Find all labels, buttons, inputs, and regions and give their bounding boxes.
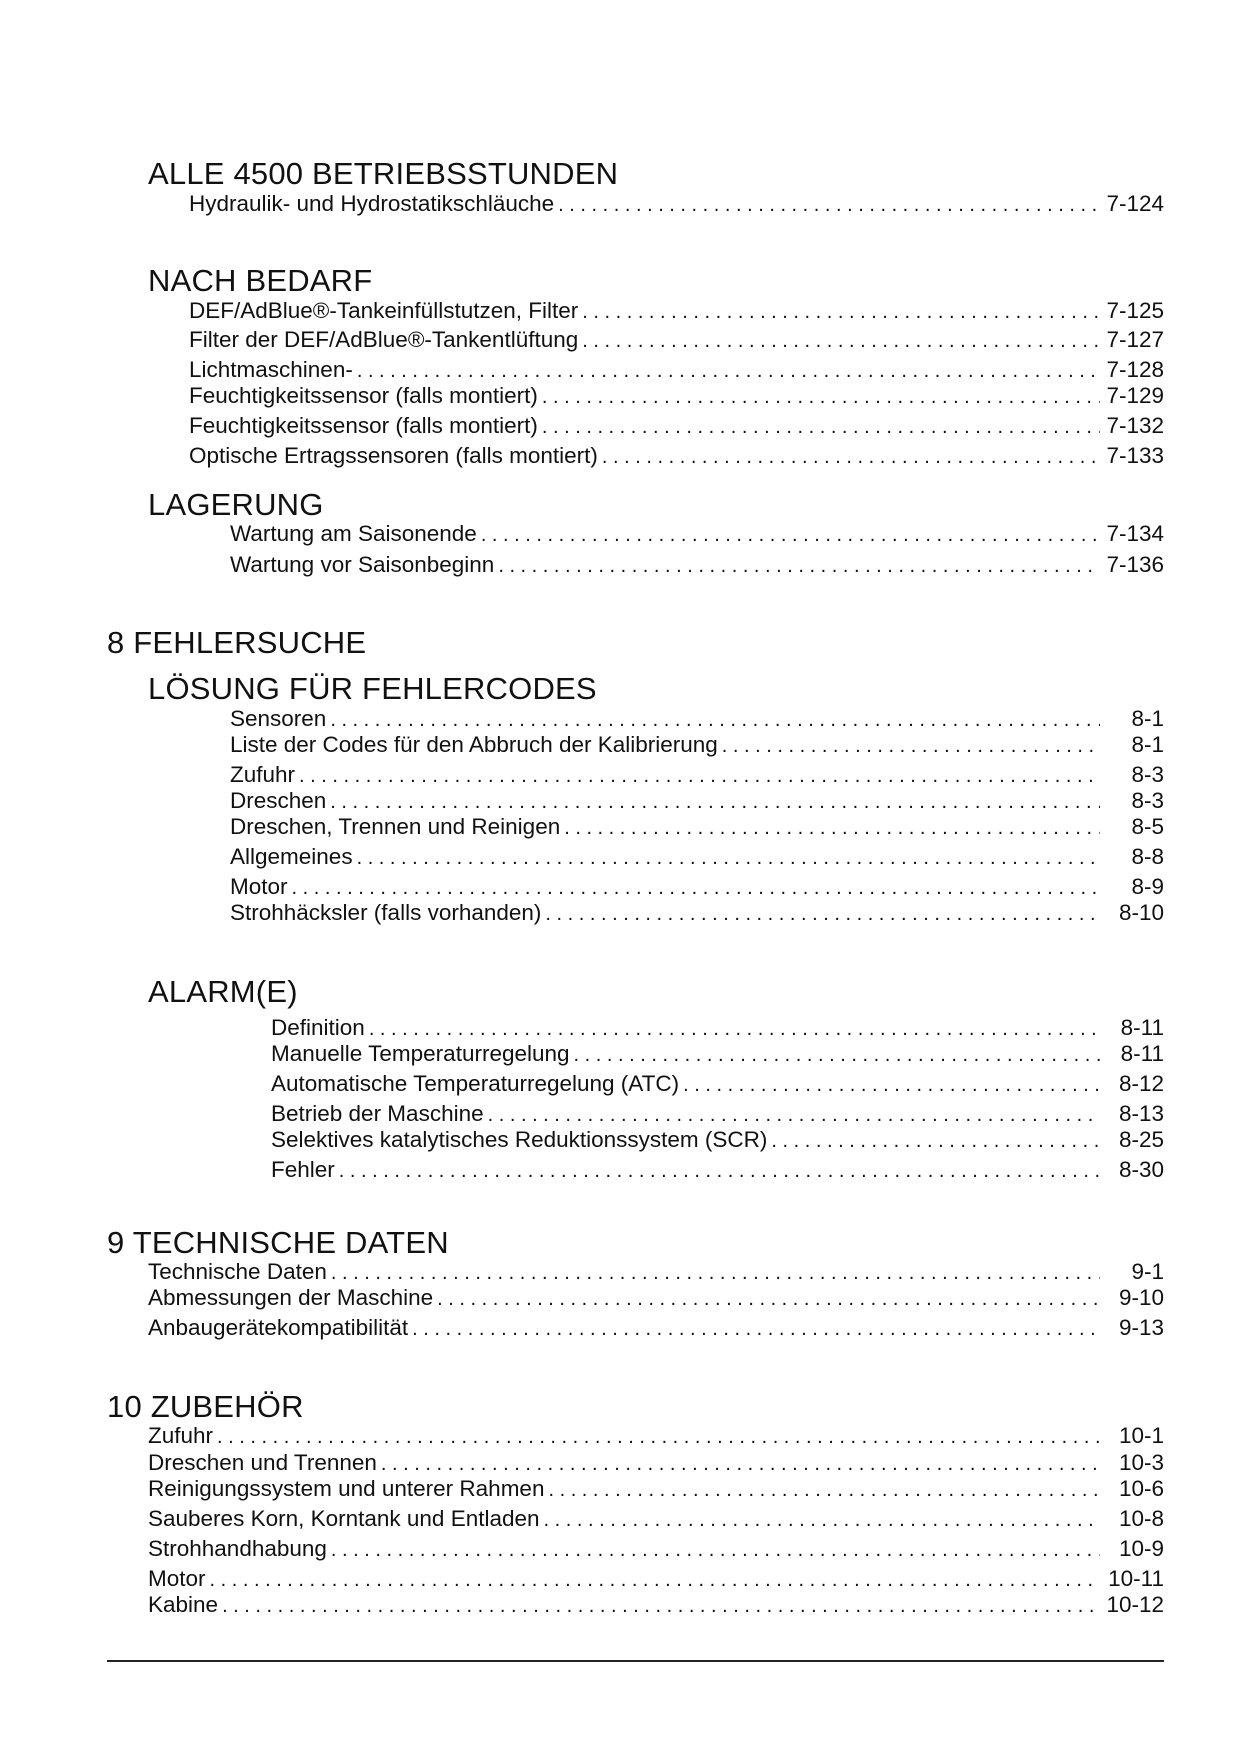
toc-entry-text: Dreschen, Trennen und Reinigen xyxy=(230,814,561,839)
toc-entry-text: Automatische Temperaturregelung (ATC) xyxy=(271,1071,680,1096)
toc-entry[interactable] xyxy=(148,1285,1164,1311)
toc-entry-text: Feuchtigkeitssensor (falls montiert) xyxy=(189,383,538,408)
toc-entry[interactable] xyxy=(148,1423,1164,1449)
toc-entry-page: 7-127 xyxy=(1106,327,1164,352)
section-heading-nach-bedarf: NACH BEDARF xyxy=(148,263,373,298)
toc-entry-text: Dreschen xyxy=(230,788,327,813)
dot-leader xyxy=(330,707,1100,733)
toc-entry-text: Dreschen und Trennen xyxy=(148,1450,377,1475)
toc-entry-page: 8-3 xyxy=(1131,762,1164,787)
toc-entry-page: 7-133 xyxy=(1106,443,1164,468)
toc-entry-page: 7-128 xyxy=(1106,357,1164,382)
toc-entry-page: 7-132 xyxy=(1106,413,1164,438)
dot-leader xyxy=(542,414,1100,440)
toc-entry-page: 7-129 xyxy=(1106,383,1164,408)
toc-entry-text: Motor xyxy=(148,1566,206,1591)
toc-entry-text: Zufuhr xyxy=(230,762,296,787)
dot-leader xyxy=(564,815,1100,841)
toc-entry-page: 8-13 xyxy=(1118,1101,1164,1126)
toc-entry-text: Fehler xyxy=(271,1157,335,1182)
toc-entry-page: 10-1 xyxy=(1118,1423,1164,1448)
toc-entry[interactable] xyxy=(230,900,1164,926)
toc-entry-text: Allgemeines xyxy=(230,844,353,869)
dot-leader xyxy=(481,522,1100,548)
toc-entry-page: 8-25 xyxy=(1118,1127,1164,1152)
section-heading-loesung: LÖSUNG FÜR FEHLERCODES xyxy=(148,671,597,706)
toc-entry-text: Anbaugerätekompatibilität xyxy=(148,1315,409,1340)
toc-entry[interactable] xyxy=(230,706,1164,732)
toc-entry[interactable] xyxy=(230,814,1164,840)
toc-entry-text: Definition xyxy=(271,1015,365,1040)
dot-leader xyxy=(412,1316,1100,1342)
toc-entry-page: 7-136 xyxy=(1106,552,1164,577)
dot-leader xyxy=(574,1042,1100,1068)
dot-leader xyxy=(381,1451,1100,1477)
toc-entry-text: Hydraulik- und Hydrostatikschläuche xyxy=(189,191,555,216)
toc-entry-text: Sensoren xyxy=(230,706,327,731)
toc-entry[interactable] xyxy=(148,1506,1164,1532)
toc-entry-text: Sauberes Korn, Korntank und Entladen xyxy=(148,1506,540,1531)
toc-entry-text: Feuchtigkeitssensor (falls montiert) xyxy=(189,413,538,438)
toc-entry[interactable] xyxy=(148,1476,1164,1502)
section-heading-alarm: ALARM(E) xyxy=(148,974,298,1009)
toc-entry[interactable] xyxy=(271,1127,1164,1153)
footer-divider xyxy=(107,1660,1164,1662)
toc-entry-page: 7-134 xyxy=(1106,521,1164,546)
dot-leader xyxy=(330,789,1100,815)
toc-entry[interactable] xyxy=(148,1450,1164,1476)
toc-entry-page: 8-1 xyxy=(1131,706,1164,731)
toc-entry-page: 7-124 xyxy=(1106,191,1164,216)
toc-entry[interactable] xyxy=(189,443,1164,469)
chapter-heading-9: 9 TECHNISCHE DATEN xyxy=(107,1225,449,1260)
dot-leader xyxy=(582,328,1100,354)
toc-entry-text: Motor xyxy=(230,874,288,899)
toc-entry-text: Zufuhr xyxy=(148,1423,214,1448)
toc-entry-page: 8-3 xyxy=(1131,788,1164,813)
dot-leader xyxy=(357,845,1100,871)
toc-entry[interactable] xyxy=(189,327,1164,353)
section-heading-lagerung: LAGERUNG xyxy=(148,487,324,522)
dot-leader xyxy=(683,1072,1100,1098)
toc-entry-page: 10-11 xyxy=(1108,1566,1164,1591)
toc-entry-text: Liste der Codes für den Abbruch der Kalibrierung xyxy=(230,732,718,757)
chapter-heading-10: 10 ZUBEHÖR xyxy=(107,1389,304,1424)
toc-entry[interactable] xyxy=(230,844,1164,870)
toc-entry-page: 9-13 xyxy=(1118,1315,1164,1340)
toc-entry-page: 8-1 xyxy=(1131,732,1164,757)
dot-leader xyxy=(498,553,1100,579)
toc-entry-page: 8-11 xyxy=(1120,1041,1164,1066)
dot-leader xyxy=(602,444,1100,470)
dot-leader xyxy=(488,1102,1100,1128)
toc-entry-page: 10-9 xyxy=(1118,1536,1164,1561)
dot-leader xyxy=(544,1507,1100,1533)
toc-entry-page: 7-125 xyxy=(1106,298,1164,323)
toc-entry[interactable] xyxy=(148,1536,1164,1562)
toc-entry[interactable] xyxy=(148,1592,1164,1618)
toc-entry-page: 8-12 xyxy=(1118,1071,1164,1096)
dot-leader xyxy=(339,1158,1100,1184)
dot-leader xyxy=(331,1537,1100,1563)
dot-leader xyxy=(722,733,1100,759)
toc-entry-text: Manuelle Temperaturregelung xyxy=(271,1041,570,1066)
toc-entry-text: Abmessungen der Maschine xyxy=(148,1285,434,1310)
toc-entry-text: Reinigungssystem und unterer Rahmen xyxy=(148,1476,545,1501)
toc-entry-page: 10-8 xyxy=(1118,1506,1164,1531)
dot-leader xyxy=(222,1593,1100,1619)
dot-leader xyxy=(548,1477,1100,1503)
toc-entry[interactable] xyxy=(148,1259,1164,1285)
dot-leader xyxy=(210,1567,1100,1593)
toc-entry[interactable] xyxy=(148,1315,1164,1341)
dot-leader xyxy=(545,901,1100,927)
toc-entry-text: Strohhäcksler (falls vorhanden) xyxy=(230,900,542,925)
toc-entry-page: 8-5 xyxy=(1131,814,1164,839)
toc-entry-text: Betrieb der Maschine xyxy=(271,1101,484,1126)
toc-entry[interactable] xyxy=(189,191,1164,217)
dot-leader xyxy=(582,299,1100,325)
toc-entry-text: Optische Ertragssensoren (falls montiert) xyxy=(189,443,598,468)
toc-entry-page: 10-6 xyxy=(1118,1476,1164,1501)
toc-entry-text: Wartung am Saisonende xyxy=(230,521,477,546)
toc-entry-text: Kabine xyxy=(148,1592,219,1617)
toc-entry-page: 8-11 xyxy=(1120,1015,1164,1040)
dot-leader xyxy=(369,1016,1100,1042)
toc-entry-page: 8-9 xyxy=(1131,874,1164,899)
toc-entry-text: Filter der DEF/AdBlue®-Tankentlüftung xyxy=(189,327,579,352)
toc-entry[interactable] xyxy=(189,383,1164,409)
toc-entry-text: Wartung vor Saisonbeginn xyxy=(230,552,495,577)
dot-leader xyxy=(292,875,1100,901)
dot-leader xyxy=(771,1128,1100,1154)
toc-entry[interactable] xyxy=(148,1566,1164,1592)
toc-entry[interactable] xyxy=(230,552,1164,578)
dot-leader xyxy=(542,384,1100,410)
toc-entry-page: 10-3 xyxy=(1118,1450,1164,1475)
dot-leader xyxy=(217,1424,1100,1450)
toc-entry[interactable] xyxy=(271,1101,1164,1127)
toc-entry-page: 9-1 xyxy=(1131,1259,1164,1284)
dot-leader xyxy=(357,358,1100,384)
toc-entry[interactable] xyxy=(271,1157,1164,1183)
toc-entry[interactable] xyxy=(230,874,1164,900)
dot-leader xyxy=(437,1286,1100,1312)
toc-entry-page: 9-10 xyxy=(1118,1285,1164,1310)
toc-entry[interactable] xyxy=(230,762,1164,788)
toc-entry-text: Strohhandhabung xyxy=(148,1536,327,1561)
toc-entry-page: 8-8 xyxy=(1131,844,1164,869)
dot-leader xyxy=(331,1260,1100,1286)
section-heading-4500: ALLE 4500 BETRIEBSSTUNDEN xyxy=(148,156,619,191)
dot-leader xyxy=(299,763,1100,789)
toc-entry-text: DEF/AdBlue®-Tankeinfüllstutzen, Filter xyxy=(189,298,579,323)
toc-entry[interactable] xyxy=(271,1041,1164,1067)
toc-entry[interactable] xyxy=(189,413,1164,439)
toc-entry-page: 10-12 xyxy=(1106,1592,1164,1617)
toc-entry[interactable] xyxy=(230,788,1164,814)
dot-leader xyxy=(558,192,1100,218)
chapter-heading-8: 8 FEHLERSUCHE xyxy=(107,625,367,660)
toc-entry-text: Technische Daten xyxy=(148,1259,327,1284)
toc-entry[interactable] xyxy=(189,357,1164,383)
toc-entry[interactable] xyxy=(230,732,1164,758)
toc-entry-page: 8-10 xyxy=(1118,900,1164,925)
toc-entry[interactable] xyxy=(271,1071,1164,1097)
toc-entry[interactable] xyxy=(230,521,1164,547)
toc-entry[interactable] xyxy=(189,298,1164,324)
toc-entry-text: Selektives katalytisches Reduktionssystem (SCR) xyxy=(271,1127,768,1152)
toc-entry[interactable] xyxy=(271,1015,1164,1041)
toc-entry-page: 8-30 xyxy=(1118,1157,1164,1182)
toc-entry-text: Lichtmaschinen- xyxy=(189,357,353,382)
